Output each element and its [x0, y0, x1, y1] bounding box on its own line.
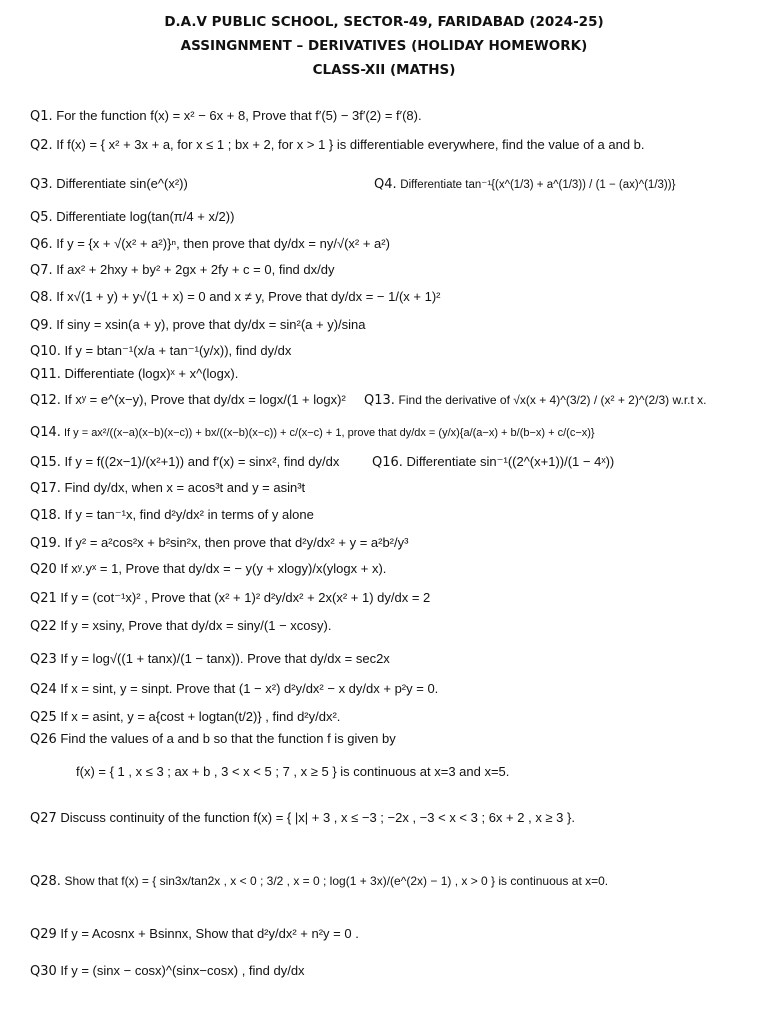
question-22: Q22 If y = xsiny, Prove that dy/dx = siny/(1 − xcosy).: [30, 618, 332, 634]
question-9: Q9. If siny = xsin(a + y), prove that dy/dx = sin²(a + y)/sina: [30, 317, 366, 333]
question-1: Q1. For the function f(x) = x² − 6x + 8, Prove that f′(5) − 3f′(2) = f′(8).: [30, 108, 422, 124]
question-14: Q14. If y = ax²/((x−a)(x−b)(x−c)) + bx/((x−b)(x−c)) + c/(x−c) + 1, prove that dy/dx = (y/x){a/(a−x) + b/(b−x) + c/(c−x)}: [30, 425, 595, 440]
question-21: Q21 If y = (cot⁻¹x)² , Prove that (x² + 1)² d²y/dx² + 2x(x² + 1) dy/dx = 2: [30, 590, 431, 606]
question-30: Q30 If y = (sinx − cosx)^(sinx−cosx) , find dy/dx: [30, 963, 305, 979]
question-28: Q28. Show that f(x) = { sin3x/tan2x , x < 0 ; 3/2 , x = 0 ; log(1 + 3x)/(e^(2x) − 1) , x > 0 } is continuous at x=0.: [30, 874, 609, 889]
assignment-title: ASSINGNMENT – DERIVATIVES (HOLIDAY HOMEWORK): [180, 38, 588, 54]
question-6: Q6. If y = {x + √(x² + a²)}ⁿ, then prove that dy/dx = ny/√(x² + a²): [30, 236, 390, 252]
question-10: Q10. If y = btan⁻¹(x/a + tan⁻¹(y/x)), find dy/dx: [30, 343, 292, 359]
question-20: Q20 If xʸ.yˣ = 1, Prove that dy/dx = − y(y + xlogy)/x(ylogx + x).: [30, 561, 387, 577]
question-4: Q4. Differentiate tan⁻¹{(x^(1/3) + a^(1/3)) / (1 − (ax)^(1/3))}: [374, 177, 676, 192]
question-26-function: f(x) = { 1 , x ≤ 3 ; ax + b , 3 < x < 5 ; 7 , x ≥ 5 } is continuous at x=3 and x=5.: [76, 764, 510, 779]
question-3: Q3. Differentiate sin(e^(x²)): [30, 176, 188, 192]
question-13: Q13. Find the derivative of √x(x + 4)^(3/2) / (x² + 2)^(2/3) w.r.t x.: [364, 393, 707, 408]
question-29: Q29 If y = Acosnx + Bsinnx, Show that d²y/dx² + n²y = 0 .: [30, 926, 359, 942]
question-17: Q17. Find dy/dx, when x = acos³t and y = asin³t: [30, 480, 306, 496]
question-25: Q25 If x = asint, y = a{cost + logtan(t/2)} , find d²y/dx².: [30, 709, 341, 725]
school-title: D.A.V PUBLIC SCHOOL, SECTOR-49, FARIDABAD (2024-25): [164, 14, 604, 30]
question-2: Q2. If f(x) = { x² + 3x + a, for x ≤ 1 ; bx + 2, for x > 1 } is differentiable everywhere, find the value of a and b.: [30, 137, 645, 153]
question-27: Q27 Discuss continuity of the function f(x) = { |x| + 3 , x ≤ −3 ; −2x , −3 < x < 3 ; 6x + 2 , x ≥ 3 }.: [30, 810, 575, 826]
question-23: Q23 If y = log√((1 + tanx)/(1 − tanx)). Prove that dy/dx = sec2x: [30, 651, 390, 667]
question-5: Q5. Differentiate log(tan(π/4 + x/2)): [30, 209, 235, 225]
question-11: Q11. Differentiate (logx)ˣ + x^(logx).: [30, 366, 239, 382]
question-12: Q12. If xʸ = e^(x−y), Prove that dy/dx = logx/(1 + logx)²: [30, 392, 346, 408]
question-26: Q26 Find the values of a and b so that the function f is given by: [30, 731, 396, 747]
question-19: Q19. If y² = a²cos²x + b²sin²x, then prove that d²y/dx² + y = a²b²/y³: [30, 535, 409, 551]
question-15: Q15. If y = f((2x−1)/(x²+1)) and f′(x) = sinx², find dy/dx: [30, 454, 340, 470]
question-18: Q18. If y = tan⁻¹x, find d²y/dx² in terms of y alone: [30, 507, 314, 523]
class-title: CLASS-XII (MATHS): [312, 62, 456, 78]
question-24: Q24 If x = sint, y = sinpt. Prove that (1 − x²) d²y/dx² − x dy/dx + p²y = 0.: [30, 681, 439, 697]
question-16: Q16. Differentiate sin⁻¹((2^(x+1))/(1 − 4ˣ)): [372, 454, 615, 470]
question-8: Q8. If x√(1 + y) + y√(1 + x) = 0 and x ≠ y, Prove that dy/dx = − 1/(x + 1)²: [30, 289, 441, 305]
question-7: Q7. If ax² + 2hxy + by² + 2gx + 2fy + c = 0, find dx/dy: [30, 262, 335, 278]
